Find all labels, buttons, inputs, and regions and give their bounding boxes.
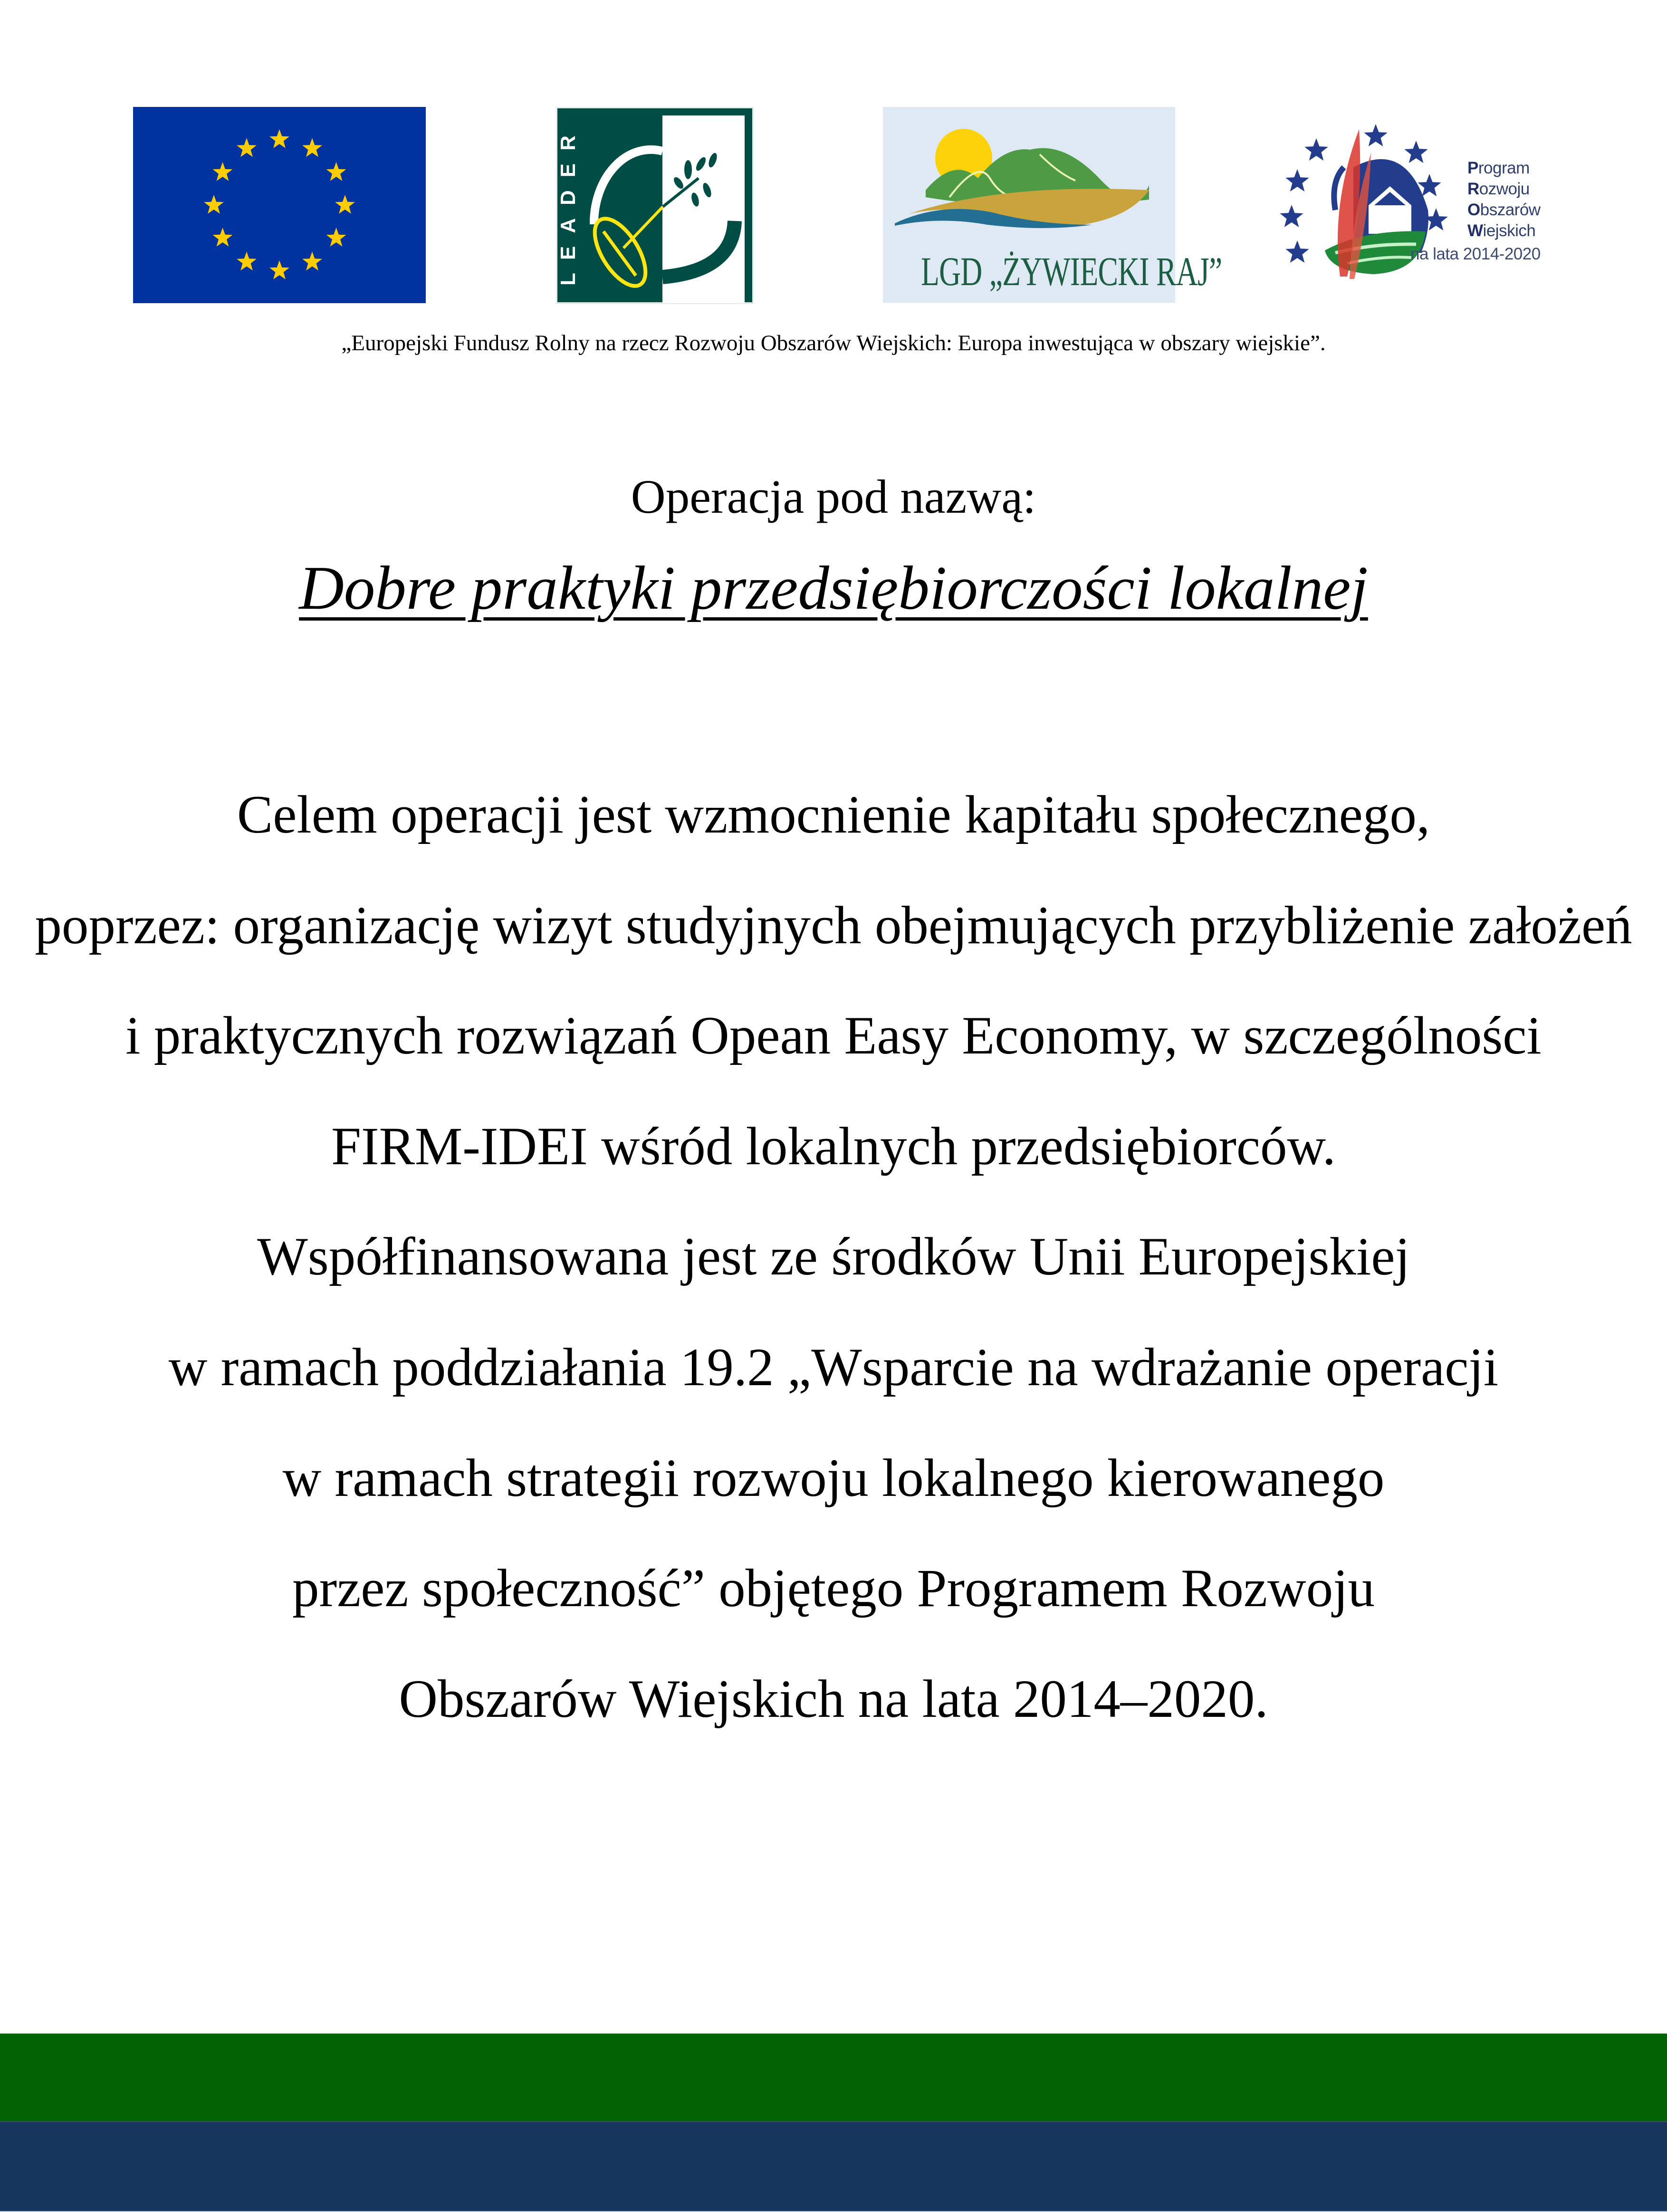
description-line: i praktycznych rozwiązań Opean Easy Economy, w szczególności: [125, 1006, 1542, 1066]
prow-wordmark: [1467, 158, 1541, 241]
eu-star-icon: [302, 138, 322, 157]
prow-star-icon: [1304, 138, 1328, 161]
description-line: FIRM-IDEI wśród lokalnych przedsiębiorców.: [331, 1116, 1336, 1176]
leader-emblem-icon: [556, 107, 754, 304]
prow-line-3: Obszarów: [1467, 201, 1541, 219]
prow-star-icon: [1280, 205, 1303, 227]
eu-star-icon: [302, 252, 322, 271]
description-line: Obszarów Wiejskich na lata 2014–2020.: [399, 1669, 1268, 1729]
prow-star-icon: [1285, 240, 1309, 263]
eu-star-icon: [269, 260, 289, 279]
operation-title-text: Dobre praktyki przedsiębiorczości lokalnej: [299, 554, 1368, 622]
prow-star-icon: [1404, 141, 1427, 163]
prow-years: na lata 2014-2020: [1410, 245, 1541, 263]
description-line: w ramach poddziałania 19.2 „Wsparcie na wdrażanie operacji: [168, 1337, 1499, 1397]
eu-star-icon: [213, 162, 233, 181]
operation-description: [0, 779, 1667, 1774]
prow-star-icon: [1285, 169, 1309, 192]
eu-star-icon: [204, 195, 224, 214]
description-line: Celem operacji jest wzmocnienie kapitału społecznego,: [237, 785, 1430, 844]
eu-flag-logo: [133, 107, 426, 303]
footer-band-green: [0, 2033, 1667, 2121]
prow-line-1: Program: [1467, 159, 1530, 177]
description-line: Współfinansowana jest ze środków Unii Europejskiej: [257, 1227, 1410, 1287]
eu-star-icon: [326, 162, 346, 181]
description-line: w ramach strategii rozwoju lokalnego kierowanego: [282, 1448, 1385, 1508]
eu-star-icon: [237, 138, 257, 157]
eu-stars-icon: [133, 107, 426, 303]
eu-star-icon: [237, 252, 257, 271]
operation-title: [0, 550, 1667, 626]
description-line: przez społeczność” objętego Programem Rozwoju: [292, 1559, 1375, 1618]
lgd-zywiecki-raj-wordmark: LGD „ŻYWIECKI RAJ”: [920, 249, 1222, 294]
eu-star-icon: [335, 195, 355, 214]
lgd-zywiecki-raj-logo: [883, 107, 1222, 303]
eu-star-icon: [269, 129, 289, 148]
operation-label: Operacja pod nazwą:: [631, 470, 1036, 523]
eafrd-caption: „Europejski Fundusz Rolny na rzecz Rozwoju Obszarów Wiejskich: Europa inwestująca w obszary wiejskie”.: [341, 331, 1326, 355]
eu-star-icon: [326, 228, 346, 247]
eu-star-icon: [213, 228, 233, 247]
leader-wordmark: LEADER: [556, 123, 580, 286]
prow-line-2: Rozwoju: [1467, 180, 1530, 198]
prow-2014-2020-logo: [1269, 110, 1544, 291]
footer-band-navy: [0, 2121, 1667, 2211]
prow-star-icon: [1364, 124, 1387, 146]
leader-logo: [556, 107, 754, 304]
prow-line-4: Wiejskich: [1467, 221, 1536, 240]
description-line: poprzez: organizację wizyt studyjnych obejmujących przybliżenie założeń: [35, 895, 1632, 955]
